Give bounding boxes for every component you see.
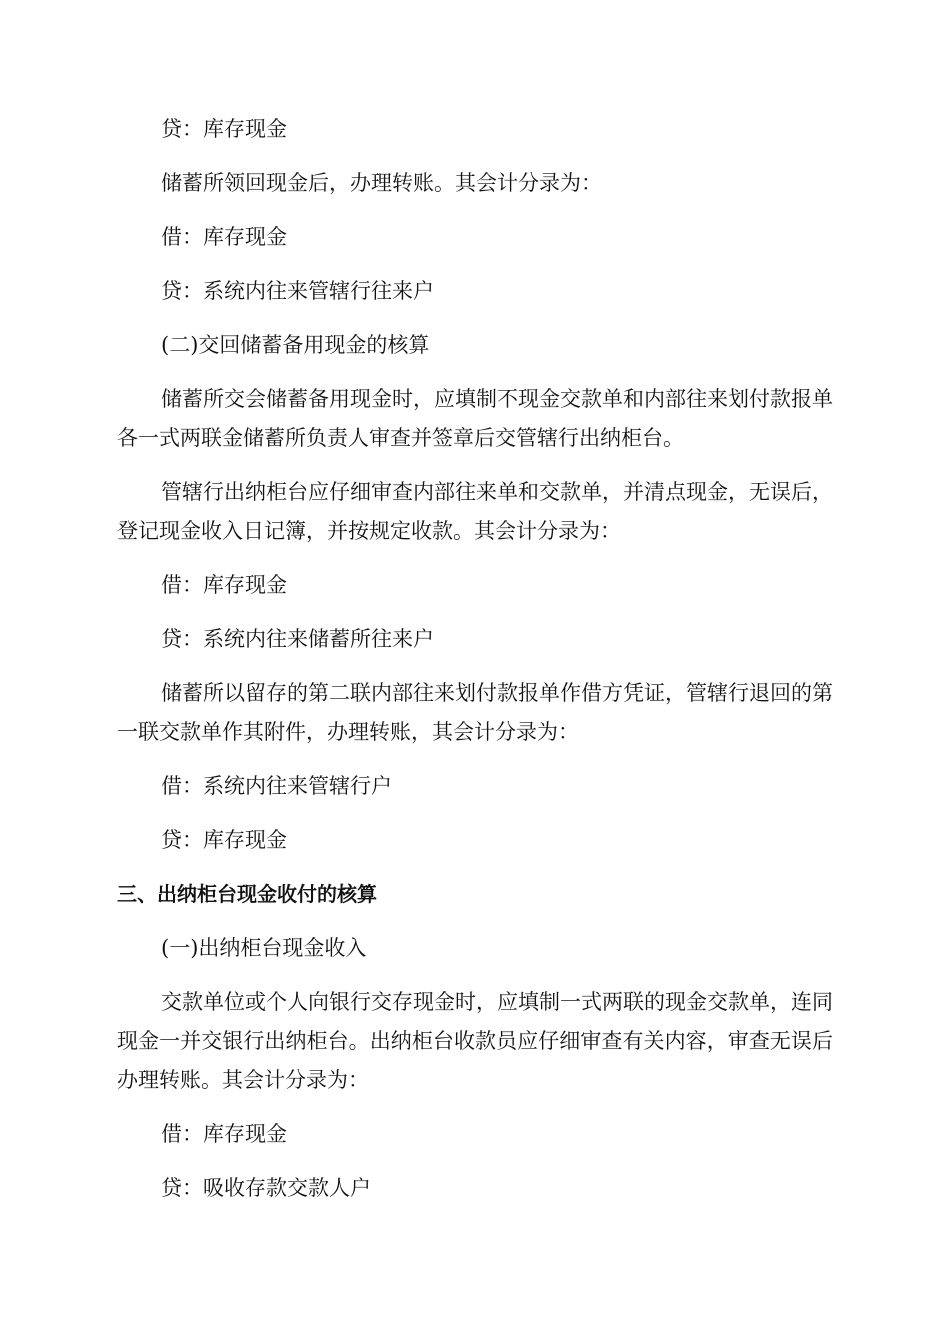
section-heading-cashier-accounting: 三、出纳柜台现金收付的核算 — [117, 882, 377, 906]
paragraph-credit-cash-2: 贷：库存现金 — [161, 828, 287, 852]
subheading-return-cash: (二)交回储蓄备用现金的核算 — [161, 333, 430, 357]
paragraph-return-cash-procedure: 储蓄所交会储蓄备用现金时，应填制不现金交款单和内部往来划付款报单各一式两联金储蓄所负责人审查并签章后交管辖行出纳柜台。 — [117, 387, 833, 450]
paragraph-credit-cash-1: 贷：库存现金 — [161, 117, 287, 141]
subheading-cash-income: (一)出纳柜台现金收入 — [161, 936, 367, 960]
paragraph-debit-cash-2: 借：库存现金 — [161, 573, 287, 597]
paragraph-debit-cash-1: 借：库存现金 — [161, 225, 287, 249]
paragraph-credit-savings-account: 贷：系统内往来储蓄所往来户 — [161, 627, 434, 651]
paragraph-credit-branch-account: 贷：系统内往来管辖行往来户 — [161, 279, 434, 303]
paragraph-credit-deposit-account: 贷：吸收存款交款人户 — [161, 1176, 371, 1200]
paragraph-cash-deposit-procedure: 交款单位或个人向银行交存现金时，应填制一式两联的现金交款单，连同现金一并交银行出纳柜台。出纳柜台收款员应仔细审查有关内容，审查无误后办理转账。其会计分录为： — [117, 990, 833, 1092]
paragraph-debit-branch-account: 借：系统内往来管辖行户 — [161, 774, 392, 798]
paragraph-debit-cash-3: 借：库存现金 — [161, 1122, 287, 1146]
paragraph-savings-voucher: 储蓄所以留存的第二联内部往来划付款报单作借方凭证，管辖行退回的第一联交款单作其附件，办理转账，其会计分录为： — [117, 681, 833, 744]
paragraph-savings-receive-cash: 储蓄所领回现金后，办理转账。其会计分录为： — [161, 171, 602, 195]
document-page — [117, 110, 833, 1223]
paragraph-cashier-review: 管辖行出纳柜台应仔细审查内部往来单和交款单，并清点现金，无误后，登记现金收入日记簿，并按规定收款。其会计分录为： — [117, 480, 833, 543]
